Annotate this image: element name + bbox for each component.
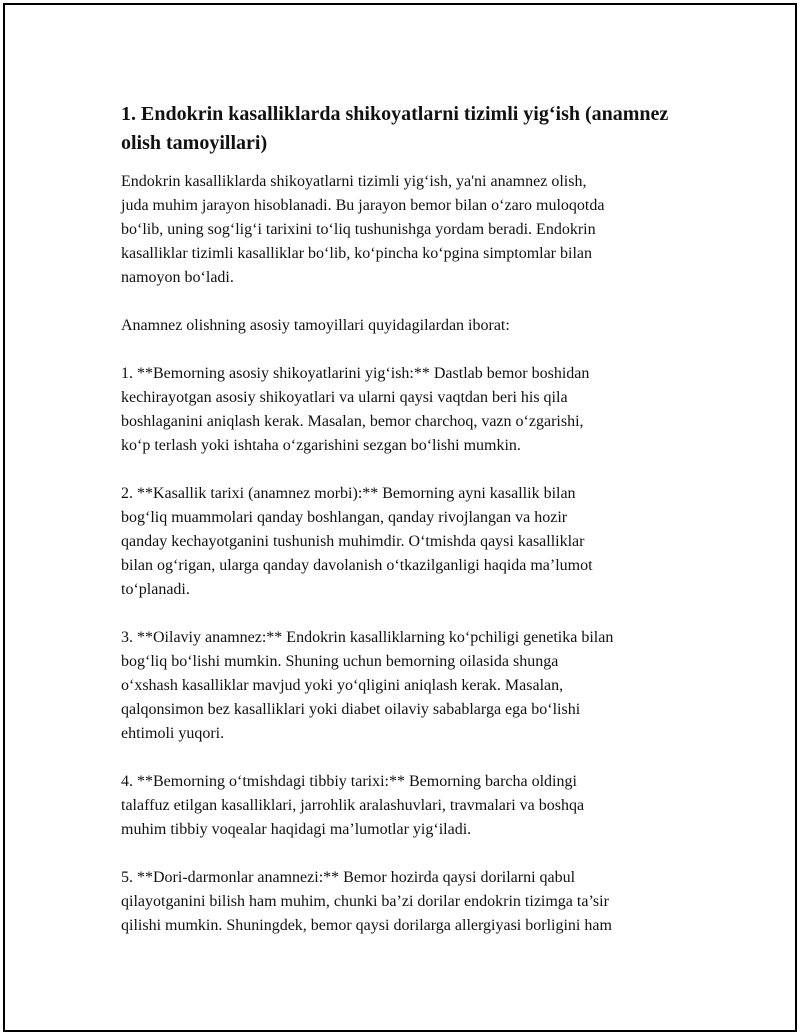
principle-5-paragraph: 5. **Dori-darmonlar anamnezi:** Bemor hozirda qaysi dorilarni qabul qilayotganini bilish ham muhim, chunki ba’zi dorilar endokrin tizimga ta’sir qilishi mumkin. Shuningdek, bemor qaysi dorilarga allergiyasi borligini ham xyxy=(121,869,612,934)
principles-intro-paragraph: Anamnez olishning asosiy tamoyillari quyidagilardan iborat: xyxy=(121,317,510,334)
document-body xyxy=(121,100,701,962)
intro-paragraph: Endokrin kasalliklarda shikoyatlarni tizimli yig‘ish, ya'ni anamnez olish, juda muhim jarayon hisoblanadi. Bu jarayon bemor bilan o‘zaro muloqotda bo‘lib, uning sog‘lig‘i tarixini to‘liq tushunishga yordam beradi. Endokrin kasalliklar tizimli kasalliklar bo‘lib, ko‘pincha ko‘pgina simptomlar bilan namoyon bo‘ladi. xyxy=(121,173,605,286)
page-frame xyxy=(3,3,797,1032)
principle-2-paragraph: 2. **Kasallik tarixi (anamnez morbi):** Bemorning ayni kasallik bilan bog‘liq muammolari qanday boshlangan, qanday rivojlangan va hozir qanday kechayotganini tushunish muhimdir. O‘tmishda qaysi kasalliklar bilan og‘rigan, ularga qanday davolanish o‘tkazilganligi haqida ma’lumot to‘planadi. xyxy=(121,485,593,598)
principle-4-paragraph: 4. **Bemorning o‘tmishdagi tibbiy tarixi:** Bemorning barcha oldingi talaffuz etilgan kasalliklari, jarrohlik aralashuvlari, travmalari va boshqa muhim tibbiy voqealar haqidagi ma’lumotlar yig‘iladi. xyxy=(121,773,585,838)
principle-3-paragraph: 3. **Oilaviy anamnez:** Endokrin kasalliklarning ko‘pchiligi genetika bilan bog‘liq bo‘lishi mumkin. Shuning uchun bemorning oilasida shunga o‘xshash kasalliklar mavjud yoki yo‘qligini aniqlash kerak. Masalan, qalqonsimon bez kasalliklari yoki diabet oilaviy sabablarga ega bo‘lishi ehtimoli yuqori. xyxy=(121,629,614,742)
section-heading: 1. Endokrin kasalliklarda shikoyatlarni tizimli yig‘ish (anamnez olish tamoyillari) xyxy=(121,103,669,154)
principle-1-paragraph: 1. **Bemorning asosiy shikoyatlarini yig‘ish:** Dastlab bemor boshidan kechirayotgan asosiy shikoyatlari va ularni qaysi vaqtdan beri his qila boshlaganini aniqlash kerak. Masalan, bemor charchoq, vazn o‘zgarishi, ko‘p terlash yoki ishtaha o‘zgarishini sezgan bo‘lishi mumkin. xyxy=(121,365,590,454)
